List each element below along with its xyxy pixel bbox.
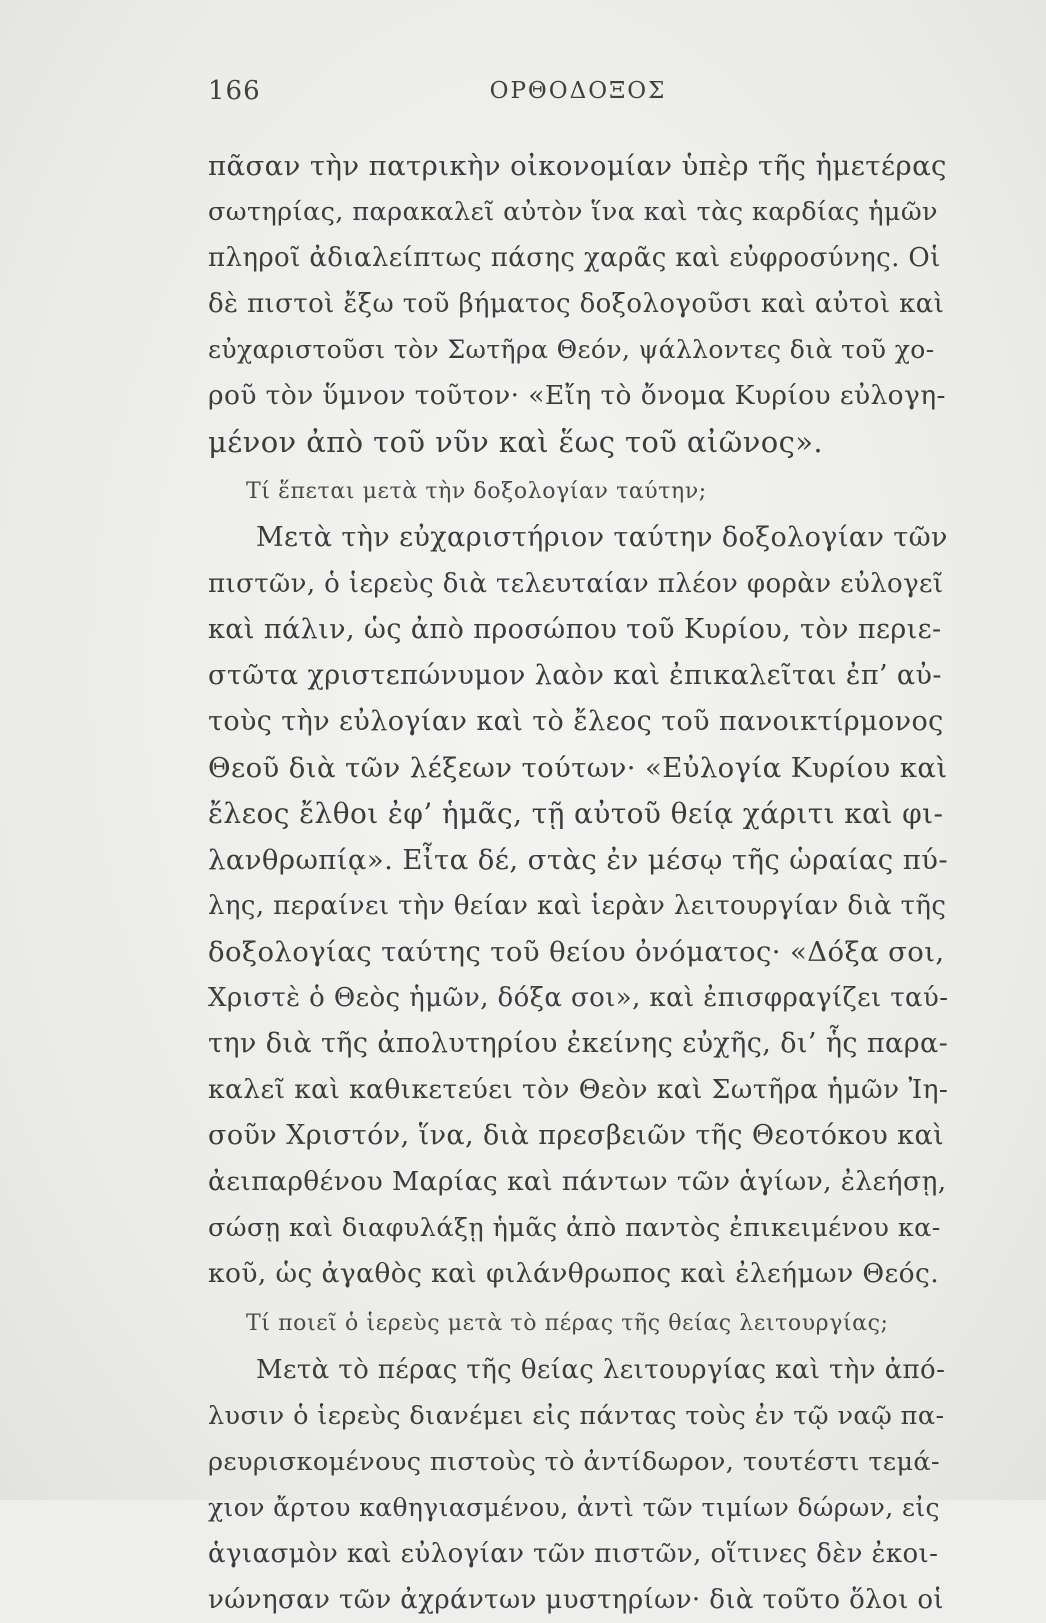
text-line: δὲ πιστοὶ ἔξω τοῦ βήματος δοξολογοῦσι καὶ αὐτοὶ καὶ <box>208 289 945 319</box>
text-line: νώνησαν τῶν ἀχράντων μυστηρίων· διὰ τοῦτο ὅλοι οἱ <box>208 1585 944 1615</box>
page-number: 166 <box>208 76 261 106</box>
text-line: σώσῃ καὶ διαφυλάξῃ ἡμᾶς ἀπὸ παντὸς ἐπικειμένου κα- <box>208 1213 941 1243</box>
text-line: πληροῖ ἀδιαλείπτως πάσης χαρᾶς καὶ εὐφροσύνης. Οἱ <box>208 243 941 273</box>
question-heading: Τί ἕπεται μετὰ τὴν δοξολογίαν ταύτην; <box>246 479 707 504</box>
text-line: ἔλεος ἔλθοι ἐφ’ ἡμᾶς, τῇ αὐτοῦ θείᾳ χάριτι καὶ φι- <box>208 797 944 830</box>
text-line: πᾶσαν τὴν πατρικὴν οἰκονομίαν ὑπὲρ τῆς ἡμετέρας <box>208 150 947 182</box>
text-line: Χριστὲ ὁ Θεὸς ἡμῶν, δόξα σοι», καὶ ἐπισφραγίζει ταύ- <box>208 983 948 1013</box>
text-line: καλεῖ καὶ καθικετεύει τὸν Θεὸν καὶ Σωτῆρα ἡμῶν Ἰη- <box>208 1074 948 1105</box>
text-line: καὶ πάλιν, ὡς ἀπὸ προσώπου τοῦ Κυρίου, τὸν περιε- <box>208 614 942 645</box>
text-line: Μετὰ τὸ πέρας τῆς θείας λειτουργίας καὶ τὴν ἀπό- <box>256 1355 946 1385</box>
text-line: ἁγιασμὸν καὶ εὐλογίαν τῶν πιστῶν, οἵτινες δὲν ἐκοι- <box>208 1539 939 1569</box>
text-line: εὐχαριστοῦσι τὸν Σωτῆρα Θεόν, ψάλλοντες διὰ τοῦ χο- <box>208 335 935 364</box>
text-line: Θεοῦ διὰ τῶν λέξεων τούτων· «Εὐλογία Κυρίου καὶ <box>208 752 948 784</box>
text-line: ρευρισκομένους πιστοὺς τὸ ἀντίδωρον, τουτέστι τεμά- <box>208 1447 941 1477</box>
text-line: λυσιν ὁ ἱερεὺς διανέμει εἰς πάντας τοὺς ἐν τῷ ναῷ πα- <box>208 1401 945 1431</box>
text-line: λανθρωπίᾳ». Εἶτα δέ, στὰς ἐν μέσῳ τῆς ὡραίας πύ- <box>208 844 948 876</box>
text-line: ροῦ τὸν ὕμνον τοῦτον· «Εἴη τὸ ὄνομα Κυρίου εὐλογη- <box>208 380 946 411</box>
text-line: λης, περαίνει τὴν θείαν καὶ ἱερὰν λειτουργίαν διὰ τῆς <box>208 891 947 921</box>
running-title: ΟΡΘΟΔΟΞΟΣ <box>489 78 667 104</box>
text-line: Μετὰ τὴν εὐχαριστήριον ταύτην δοξολογίαν τῶν <box>256 522 948 553</box>
text-line: ἀειπαρθένου Μαρίας καὶ πάντων τῶν ἁγίων, ἐλεήσῃ, <box>208 1166 947 1197</box>
text-line: τοὺς τὴν εὐλογίαν καὶ τὸ ἔλεος τοῦ πανοικτίρμονος <box>208 706 944 737</box>
text-line: πιστῶν, ὁ ἱερεὺς διὰ τελευταίαν πλέον φορὰν εὐλογεῖ <box>208 569 944 599</box>
text-line: σωτηρίας, παρακαλεῖ αὐτὸν ἵνα καὶ τὰς καρδίας ἡμῶν <box>208 197 938 227</box>
question-heading: Τί ποιεῖ ὁ ἱερεὺς μετὰ τὸ πέρας τῆς θείας λειτουργίας; <box>246 1311 889 1336</box>
body-text <box>208 143 948 1623</box>
text-line: την διὰ τῆς ἀπολυτηρίου ἐκείνης εὐχῆς, δι’ ἧς παρα- <box>208 1028 948 1059</box>
text-line: δοξολογίας ταύτης τοῦ θείου ὀνόματος· «Δόξα σοι, <box>208 936 945 968</box>
text-line: στῶτα χριστεπώνυμον λαὸν καὶ ἐπικαλεῖται ἐπ’ αὐ- <box>208 660 942 691</box>
text-line: χιον ἄρτου καθηγιασμένου, ἀντὶ τῶν τιμίων δώρων, εἰς <box>208 1493 940 1522</box>
text-line: κοῦ, ὡς ἀγαθὸς καὶ φιλάνθρωπος καὶ ἐλεήμων Θεός. <box>208 1258 940 1289</box>
text-line: σοῦν Χριστόν, ἵνα, διὰ πρεσβειῶν τῆς Θεοτόκου καὶ <box>208 1120 945 1151</box>
text-line: μένον ἀπὸ τοῦ νῦν καὶ ἕως τοῦ αἰῶνος». <box>208 425 823 459</box>
page-header <box>208 76 948 116</box>
